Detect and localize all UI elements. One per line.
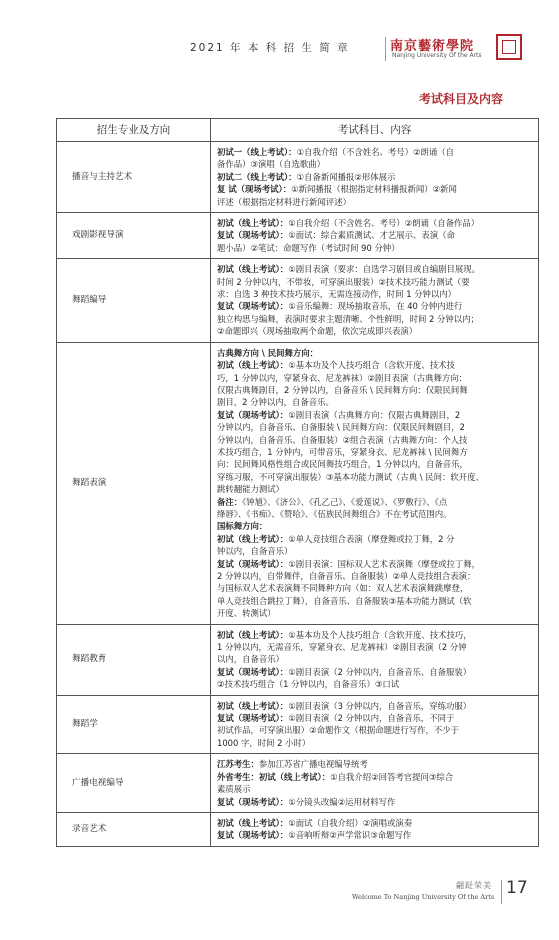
content-line	[217, 508, 532, 520]
table-row	[57, 142, 539, 213]
content-line	[217, 196, 532, 208]
content-line	[217, 409, 532, 421]
content-line	[217, 171, 532, 183]
content-line	[217, 242, 532, 254]
exam-detail-text: ①新闻播报（根据指定材料播报新闻）②新闻	[291, 184, 457, 195]
exam-stage-label: 复试（现场考试）：	[217, 830, 289, 841]
content-line	[217, 229, 532, 241]
content-line	[217, 558, 532, 570]
content-line	[217, 582, 532, 594]
exam-detail-text: ①基本功及个人技巧组合（含软开度、技术技	[288, 360, 455, 371]
exam-detail-text: 独立构思与编舞，表演时要求主题清晰、个性鲜明，时间 2 分钟以内；	[217, 313, 479, 324]
content-line	[217, 595, 532, 607]
exam-stage-label: 初试（线上考试）：	[217, 700, 289, 711]
content-line	[217, 288, 532, 300]
content-line	[217, 712, 532, 724]
content-line	[217, 359, 532, 371]
exam-detail-text: ①剧目表演（要求：自选学习剧目或自编剧目展现。	[288, 264, 480, 275]
exam-stage-label: 外省考生：	[217, 771, 259, 782]
content-line	[217, 471, 532, 483]
content-line	[217, 347, 532, 359]
exam-detail-text: ①自我介绍（不含姓名、考号）②朗诵（自备作品）	[288, 218, 480, 229]
exam-stage-label: 复 试（现场考试）：	[217, 184, 292, 195]
exam-stage-label: 备注：	[217, 496, 243, 507]
table-row	[57, 624, 539, 695]
column-header-content: 考试科目、内容	[211, 119, 539, 142]
major-name-cell: 广播电视编导	[57, 754, 211, 813]
header-divider	[385, 37, 386, 61]
content-line	[217, 796, 532, 808]
major-name-cell: 播音与主持艺术	[57, 142, 211, 213]
content-line	[217, 396, 532, 408]
content-line	[217, 737, 532, 749]
exam-detail-text: 1 分钟以内，无需音乐，穿紧身衣、尼龙裤袜）②剧目表演（2 分钟	[217, 642, 467, 653]
exam-stage-label: 初试（线上考试）：	[217, 629, 289, 640]
exam-detail-text: 开度、转测试）	[217, 608, 276, 619]
content-line	[217, 783, 532, 795]
exam-detail-text: ①基本功及个人技巧组合（含软开度、技术技巧，	[288, 629, 472, 640]
content-line	[217, 829, 532, 841]
exam-stage-label: 复试（现场考试）：	[217, 796, 289, 807]
major-name-cell: 录音艺术	[57, 812, 211, 846]
page-number: 17	[506, 878, 528, 898]
footer-welcome-text: Welcome To Nanjing University Of the Arts	[352, 893, 495, 901]
exam-detail-text: 评述（根据指定材料进行新闻评述）	[217, 196, 351, 207]
table-row	[57, 213, 539, 259]
exam-subjects-table	[56, 118, 539, 847]
exam-detail-text: ①剧目表演（3 分钟以内，自备音乐，穿练功服）	[288, 700, 472, 711]
content-line	[217, 263, 532, 275]
exam-detail-text: ①面试（自我介绍）②演唱或演奏	[288, 817, 413, 828]
content-line	[217, 607, 532, 619]
exam-detail-text: ①剧目表演（2 分钟以内，自备音乐、自备服装）	[288, 666, 472, 677]
exam-stage-label: 初试（线上考试）：	[258, 771, 331, 782]
column-header-major: 招生专业及方向	[57, 119, 211, 142]
footer-tagline: 翩跹荣美	[456, 881, 492, 890]
content-line	[217, 300, 532, 312]
content-line	[217, 372, 532, 384]
table-row	[57, 812, 539, 846]
content-line	[217, 520, 532, 532]
content-line	[217, 533, 532, 545]
content-line	[217, 183, 532, 195]
exam-detail-text: 《钟馗》、《济公》、《孔乙己》、《爱莲说》、《罗敷行》、《点	[242, 496, 448, 507]
content-line	[217, 666, 532, 678]
exam-stage-label: 初试一（线上考试）：	[217, 147, 297, 157]
content-line	[217, 217, 532, 229]
exam-stage-label: 江苏考生：	[217, 759, 259, 770]
content-line	[217, 421, 532, 433]
exam-stage-label: 初试（线上考试）：	[217, 360, 289, 371]
content-line	[217, 570, 532, 582]
content-line	[217, 817, 532, 829]
exam-detail-text: 跳转翻能力测试）	[217, 484, 284, 495]
exam-detail-text: ①剧目表演：国标双人艺术表演舞（摩登或拉丁舞，	[288, 558, 480, 569]
table-header-row	[57, 119, 539, 142]
exam-detail-text: 时间 2 分钟以内，不带妆，可穿演出服装）②技术技巧能力测试（要	[217, 276, 470, 287]
exam-stage-label: 初试（线上考试）：	[217, 264, 289, 275]
content-line	[217, 446, 532, 458]
exam-stage-label: 初试（线上考试）：	[217, 218, 289, 229]
exam-stage-label: 初试二（线上考试）：	[217, 171, 297, 182]
exam-detail-text: 素质展示	[217, 784, 251, 795]
exam-detail-text: 题小品）②笔试：命题写作（考试时间 90 分钟）	[217, 242, 400, 253]
content-line	[217, 629, 532, 641]
exam-detail-text: 穿练习服，不可穿演出服装）③基本功能力测试（古典 \ 民间：软开度、	[217, 471, 484, 482]
content-line	[217, 653, 532, 665]
major-name-cell: 舞蹈编导	[57, 259, 211, 342]
exam-detail-text: ①自备新闻播报②形体展示	[296, 171, 396, 182]
table-row	[57, 754, 539, 813]
exam-detail-text: 向：民间舞风格性组合或民间舞技巧组合，1 分钟以内，自备音乐，	[217, 459, 468, 470]
exam-stage-label: 复试（现场考试）：	[217, 301, 289, 312]
content-line	[217, 641, 532, 653]
content-line	[217, 771, 532, 783]
exam-stage-label: 复试（现场考试）：	[217, 713, 289, 724]
exam-detail-text: 剧目，2 分钟以内，自备音乐。	[217, 397, 334, 408]
university-seal-logo	[496, 34, 522, 60]
seal-inner-square	[502, 40, 516, 54]
content-line	[217, 384, 532, 396]
exam-stage-label: 初试（线上考试）：	[217, 817, 289, 828]
exam-detail-text: ②命题即兴（现场抽取两个命题，依次完成即兴表演）	[217, 326, 418, 337]
exam-detail-text: 仅限古典舞剧目，2 分钟以内，自备音乐 \ 民间舞方向：仅限民间舞	[217, 384, 468, 395]
content-line	[217, 325, 532, 337]
table-body	[57, 142, 539, 847]
content-line	[217, 483, 532, 495]
content-line	[217, 313, 532, 325]
table-row	[57, 342, 539, 624]
exam-stage-label: 初试（线上考试）：	[217, 533, 289, 544]
exam-content-cell	[211, 213, 539, 259]
exam-detail-text: 绛唇》、《书痴》、《赞哈》、《伍族民间舞组合》不在考试范围内。	[217, 508, 452, 519]
major-name-cell: 戏剧影视导演	[57, 213, 211, 259]
exam-detail-text: 与国标双人艺术表演舞不同舞种方向（如：双人艺术表演舞跳摩登，	[217, 583, 469, 594]
exam-detail-text: 巧，1 分钟以内，穿紧身衣、尼龙裤袜）②剧目表演（古典舞方向：	[217, 372, 467, 383]
exam-stage-label: 复试（现场考试）：	[217, 230, 289, 241]
exam-detail-text: ②技术技巧组合（1 分钟以内，自备音乐）③口试	[217, 679, 400, 690]
exam-detail-text: 分钟以内，自备音乐、自备服装 \ 民间舞方向：仅限民间舞剧目，2	[217, 422, 465, 433]
content-line	[217, 434, 532, 446]
university-name-cn: 南京藝術學院	[390, 39, 475, 54]
exam-content-cell	[211, 342, 539, 624]
exam-detail-text: 术技巧组合，1 分钟内，可带音乐，穿紧身衣、尼龙裤袜 \ 民间舞方	[217, 446, 468, 457]
exam-detail-text: ①单人竞技组合表演（摩登舞或拉丁舞，2 分	[288, 533, 455, 544]
exam-stage-label: 复试（现场考试）：	[217, 666, 289, 677]
exam-detail-text: ①剧目表演（古典舞方向：仅限古典舞剧目，2	[288, 409, 461, 420]
content-line	[217, 545, 532, 557]
exam-detail-text: ①自我介绍（不含姓名、考号）②朗诵（自	[296, 147, 454, 157]
university-name-en: Nanjing University Of the Arts	[392, 52, 482, 59]
exam-detail-text: 求：自选 3 种技术技巧展示，无需连接动作，时间 1 分钟以内）	[217, 289, 457, 300]
exam-content-cell	[211, 259, 539, 342]
exam-detail-text: 初试作品，可穿演出服）②命题作文（根据命题进行写作，不少于	[217, 725, 460, 736]
exam-detail-text: ①音乐编舞：现场抽取音乐，在 40 分钟内进行	[288, 301, 463, 312]
exam-detail-text: 2 分钟以内，自带舞伴，自备音乐、自备服装）②单人竞技组合表演：	[217, 571, 476, 581]
content-line	[217, 458, 532, 470]
table-row	[57, 695, 539, 754]
exam-content-cell	[211, 142, 539, 213]
exam-detail-text: 分钟以内，自备音乐、自备服装）②组合表演（古典舞方向：个人技	[217, 434, 468, 445]
content-line	[217, 276, 532, 288]
content-line	[217, 496, 532, 508]
exam-content-cell	[211, 624, 539, 695]
content-line	[217, 146, 532, 158]
exam-detail-text: 参加江苏省广播电视编导统考	[258, 759, 368, 770]
exam-detail-text: ①自我介绍②回答考官提问③综合	[330, 771, 454, 782]
exam-content-cell	[211, 812, 539, 846]
exam-detail-text: ①面试：综合素质测试、才艺展示、表演（命	[288, 230, 455, 241]
exam-detail-text: 1000 字，时间 2 小时）	[217, 737, 311, 748]
brochure-title: 2021 年 本 科 招 生 简 章	[190, 42, 350, 54]
major-name-cell: 舞蹈学	[57, 695, 211, 754]
major-name-cell: 舞蹈表演	[57, 342, 211, 624]
exam-detail-text: ①剧目表演（2 分钟以内，自备音乐，不同于	[288, 713, 455, 724]
footer-divider	[501, 880, 502, 904]
exam-detail-text: ①分镜头改编②运用材料写作	[288, 796, 396, 807]
exam-detail-text: ①音响听辩②声学常识③命题写作	[288, 830, 412, 841]
content-line	[217, 678, 532, 690]
exam-content-cell	[211, 754, 539, 813]
exam-stage-label: 复试（现场考试）：	[217, 558, 289, 569]
table-row	[57, 259, 539, 342]
exam-detail-text: 单人竞技组合跳拉丁舞），自备音乐、自备服装③基本功能力测试（软	[217, 595, 472, 606]
exam-stage-label: 国标舞方向：	[217, 521, 268, 532]
content-line	[217, 158, 532, 170]
section-title: 考试科目及内容	[418, 92, 503, 106]
exam-stage-label: 古典舞方向 \ 民间舞方向：	[217, 347, 319, 358]
content-line	[217, 724, 532, 736]
exam-stage-label: 复试（现场考试）：	[217, 409, 289, 420]
content-line	[217, 700, 532, 712]
content-line	[217, 758, 532, 770]
exam-detail-text: 以内，自备音乐）	[217, 654, 284, 665]
exam-detail-text: 备作品）③演唱（自选歌曲）	[217, 159, 326, 170]
exam-content-cell	[211, 695, 539, 754]
exam-detail-text: 钟以内，自备音乐）	[217, 546, 293, 557]
major-name-cell: 舞蹈教育	[57, 624, 211, 695]
